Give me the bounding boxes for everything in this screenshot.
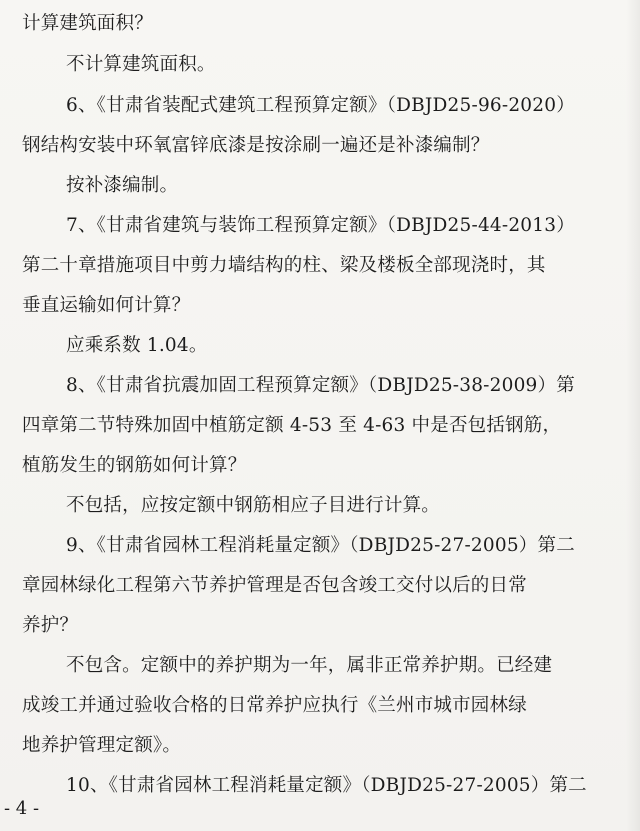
- text-line-5: 按补漆编制。: [66, 175, 179, 196]
- text-line-13: 不包括，应按定额中钢筋相应子目进行计算。: [66, 495, 441, 516]
- text-line-19: 地养护管理定额》。: [22, 735, 182, 756]
- text-line-6: 7、《甘肃省建筑与装饰工程预算定额》（DBJD25-44-2013）: [66, 215, 575, 236]
- text-line-15: 章园林绿化工程第六节养护管理是否包含竣工交付以后的日常: [22, 575, 527, 596]
- text-line-3: 6、《甘肃省装配式建筑工程预算定额》（DBJD25-96-2020）: [66, 95, 575, 116]
- text-line-4: 钢结构安装中环氧富锌底漆是按涂刷一遍还是补漆编制？: [22, 135, 490, 156]
- page-edge-shadow: [626, 0, 640, 831]
- text-line-7: 第二十章措施项目中剪力墙结构的柱、梁及楼板全部现浇时，其: [22, 255, 546, 276]
- text-line-8: 垂直运输如何计算？: [22, 295, 191, 316]
- text-line-17: 不包含。定额中的养护期为一年，属非正常养护期。已经建: [66, 655, 553, 676]
- text-line-12: 植筋发生的钢筋如何计算？: [22, 455, 247, 476]
- text-line-1: 计算建筑面积？: [22, 13, 153, 34]
- page-number: - 4 -: [4, 798, 40, 819]
- text-line-9: 应乘系数 1.04。: [66, 335, 208, 356]
- text-line-16: 养护？: [22, 615, 79, 636]
- text-line-14: 9、《甘肃省园林工程消耗量定额》（DBJD25-27-2005）第二: [66, 535, 575, 556]
- text-line-2: 不计算建筑面积。: [66, 54, 216, 75]
- text-line-10: 8、《甘肃省抗震加固工程预算定额》（DBJD25-38-2009）第: [66, 375, 575, 396]
- text-line-11: 四章第二节特殊加固中植筋定额 4-53 至 4-63 中是否包括钢筋，: [22, 415, 562, 436]
- text-line-18: 成竣工并通过验收合格的日常养护应执行《兰州市城市园林绿: [22, 695, 527, 716]
- text-line-20: 10、《甘肃省园林工程消耗量定额》（DBJD25-27-2005）第二: [66, 775, 587, 796]
